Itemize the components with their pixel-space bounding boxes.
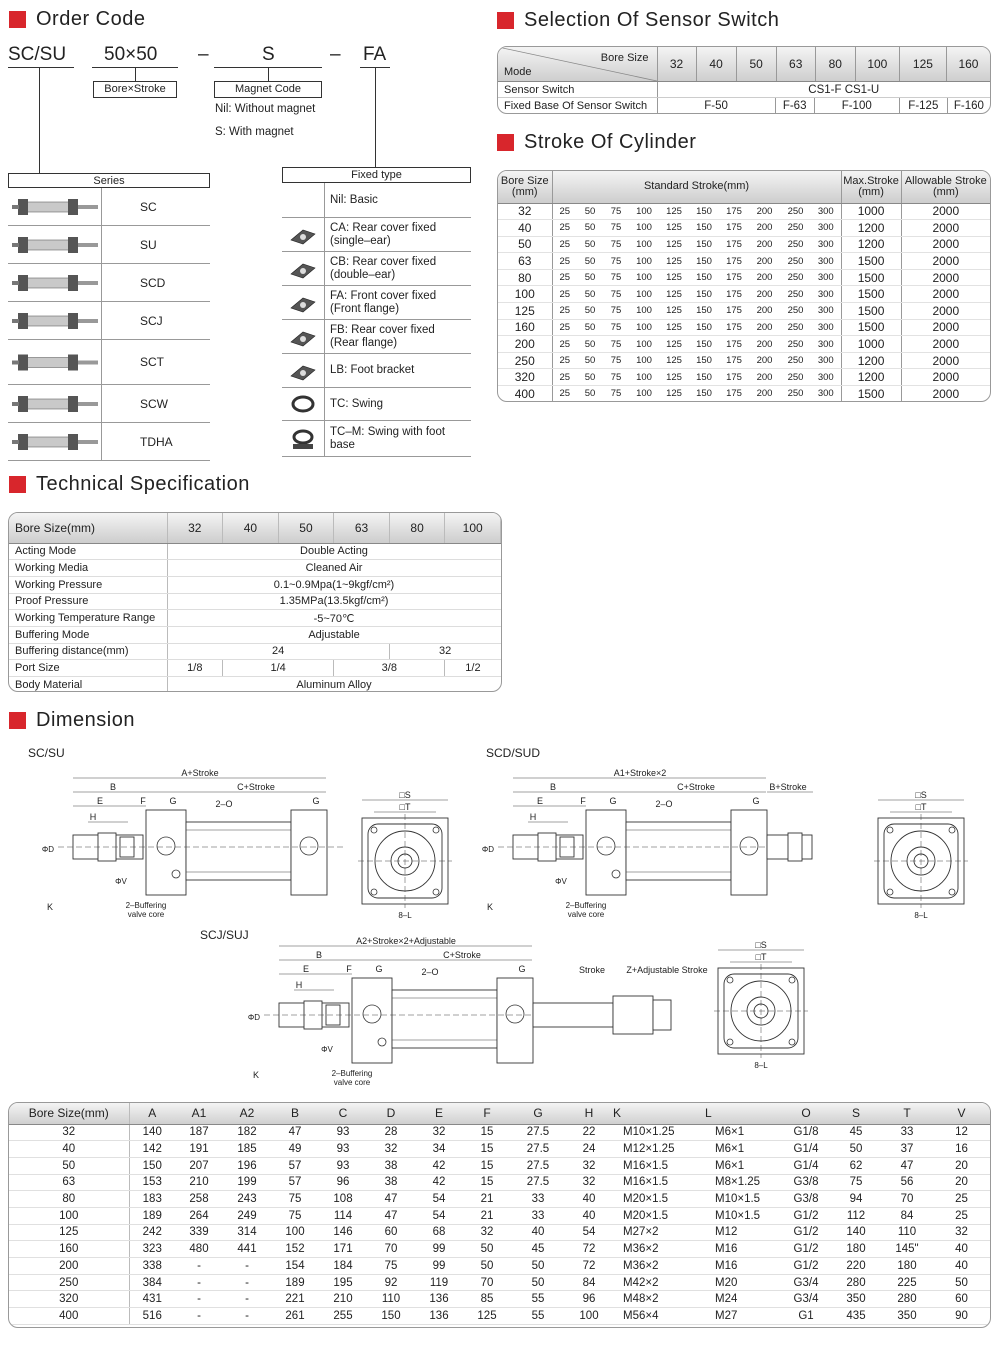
fixed-base-cell: F-125 bbox=[899, 98, 947, 114]
dimension-label: □T bbox=[755, 952, 767, 962]
fixed-base-cell: F-100 bbox=[814, 98, 899, 114]
fixed-type-label: (Rear flange) bbox=[330, 336, 398, 349]
sensor-bore-cell: 100 bbox=[855, 47, 899, 81]
fixed-type-row bbox=[282, 286, 471, 320]
sensor-title: Selection Of Sensor Switch bbox=[497, 9, 779, 32]
bore-stroke-box: Bore×Stroke bbox=[93, 81, 177, 98]
fixed-type-table bbox=[282, 167, 471, 457]
dimension-label: ΦV bbox=[321, 1045, 333, 1054]
stroke-row: 400 25 50 75 100 125 150 175 200 250 300 1500 2000 bbox=[498, 386, 990, 402]
magnet-nil: Nil: Without magnet bbox=[215, 103, 316, 115]
dimension-label: 8–L bbox=[398, 911, 412, 920]
dimension-label: G bbox=[169, 796, 177, 806]
dim-row: 320 431 - - 221 210 110 136 85 55 96 M48×2 M24 G3/4 350 280 60 bbox=[9, 1291, 990, 1308]
fixed-type-row bbox=[282, 421, 471, 457]
dimension-label: G bbox=[312, 796, 320, 806]
spec-row: Acting Mode Double Acting bbox=[9, 543, 501, 560]
series-row bbox=[8, 340, 210, 385]
fixed-type-label: (double–ear) bbox=[330, 268, 396, 281]
dimension-label: G bbox=[752, 796, 760, 806]
dimension-label: E bbox=[302, 964, 310, 974]
code-dash: – bbox=[198, 44, 209, 65]
label-scdsud: SCD/SUD bbox=[486, 746, 541, 760]
dimension-label: □S bbox=[755, 940, 767, 950]
dimension-label: ΦD bbox=[247, 1013, 261, 1022]
spec-row: Buffering distance(mm) 24 32 bbox=[9, 643, 501, 660]
cylinder-icon bbox=[10, 304, 100, 338]
series-row bbox=[8, 188, 210, 226]
series-row bbox=[8, 302, 210, 340]
sensor-switch-value: CS1-F CS1-U bbox=[657, 82, 990, 98]
dim-row: 63 153 210 199 57 96 38 42 15 27.5 32 M16×1.5 M8×1.25 G3/8 75 56 20 bbox=[9, 1174, 990, 1191]
divider bbox=[8, 67, 74, 68]
series-name: SCJ bbox=[140, 313, 163, 328]
dim-row: 40 142 191 185 49 93 32 34 15 27.5 24 M12×1.25 M6×1 G1/4 50 37 16 bbox=[9, 1141, 990, 1158]
fixed-type-label: FB: Rear cover fixed bbox=[330, 323, 435, 336]
dimension-label: C+Stroke bbox=[677, 782, 715, 792]
series-row bbox=[8, 423, 210, 461]
cylinder-icon bbox=[10, 342, 100, 383]
dimension-label: B bbox=[315, 950, 323, 960]
mount-bracket-icon bbox=[283, 324, 323, 350]
dim-header-cell: E bbox=[415, 1103, 463, 1124]
dimension-label: B bbox=[109, 782, 117, 792]
stroke-row: 63 25 50 75 100 125 150 175 200 250 300 1500 2000 bbox=[498, 253, 990, 270]
stroke-header-cell: Max.Stroke (mm) bbox=[841, 171, 901, 203]
series-name: TDHA bbox=[140, 434, 173, 449]
dimension-label: F bbox=[346, 964, 352, 974]
dimension-label: 2–O bbox=[655, 799, 673, 809]
sensor-switch-label: Sensor Switch bbox=[498, 82, 657, 98]
mount-bracket-icon bbox=[283, 391, 323, 417]
section-marker-icon bbox=[497, 134, 514, 151]
stroke-row: 200 25 50 75 100 125 150 175 200 250 300 1000 2000 bbox=[498, 336, 990, 353]
code-dash: – bbox=[330, 44, 341, 65]
dimension-label: □S bbox=[399, 790, 411, 800]
mount-bracket-icon bbox=[283, 256, 323, 282]
dim-row: 80 183 258 243 75 108 47 54 21 33 40 M20×1.5 M10×1.5 G3/8 94 70 25 bbox=[9, 1191, 990, 1208]
section-marker-icon bbox=[9, 712, 26, 729]
label-scsu: SC/SU bbox=[28, 746, 65, 760]
fixed-type-row bbox=[282, 183, 471, 218]
fixed-base-label: Fixed Base Of Sensor Switch bbox=[498, 98, 657, 115]
mode-label: Mode bbox=[504, 66, 532, 78]
dimension-table bbox=[8, 1102, 991, 1328]
stroke-row: 40 25 50 75 100 125 150 175 200 250 300 1200 2000 bbox=[498, 220, 990, 237]
fixed-type-row bbox=[282, 320, 471, 354]
dimension-title: Dimension bbox=[9, 709, 135, 732]
spec-row: Proof Pressure 1.35MPa(13.5kgf/cm²) bbox=[9, 593, 501, 610]
dim-row: 100 189 264 249 75 114 47 54 21 33 40 M20×1.5 M10×1.5 G1/2 112 84 25 bbox=[9, 1207, 990, 1224]
dimension-label: A+Stroke bbox=[181, 768, 219, 778]
series-name: SCW bbox=[140, 396, 168, 411]
dimension-label: C+Stroke bbox=[237, 782, 275, 792]
fixed-type-label: TC: Swing bbox=[330, 397, 384, 410]
sensor-bore-cell: 40 bbox=[696, 47, 736, 81]
series-name: SC bbox=[140, 199, 157, 214]
fixed-type-row bbox=[282, 252, 471, 286]
dimension-label: E bbox=[536, 796, 544, 806]
fixed-type-label: LB: Foot bracket bbox=[330, 364, 415, 376]
dim-header-cell: A2 bbox=[223, 1103, 271, 1124]
dim-row: 50 150 207 196 57 93 38 42 15 27.5 32 M16×1.5 M6×1 G1/4 62 47 20 bbox=[9, 1157, 990, 1174]
series-row bbox=[8, 226, 210, 264]
fixed-type-label: (single–ear) bbox=[330, 234, 391, 247]
sensor-bore-cell: 80 bbox=[815, 47, 855, 81]
fixed-type-row bbox=[282, 218, 471, 252]
code-fixed: FA bbox=[363, 44, 387, 65]
stroke-header-cell: Standard Stroke(mm) bbox=[552, 171, 841, 203]
dimension-label: Stroke bbox=[578, 965, 606, 975]
dimension-label: H bbox=[529, 812, 537, 822]
order-code-title: Order Code bbox=[9, 8, 146, 31]
dim-row: 200 338 - - 154 184 75 99 50 50 72 M36×2 M16 G1/2 220 180 40 bbox=[9, 1258, 990, 1275]
series-header: Series bbox=[8, 173, 210, 188]
spec-row: Body Material Aluminum Alloy bbox=[9, 677, 501, 693]
dim-header-cell: K bbox=[613, 1103, 705, 1124]
dimension-label: ΦV bbox=[555, 877, 567, 886]
code-series: SC/SU bbox=[8, 44, 67, 65]
spec-row: Buffering Mode Adjustable bbox=[9, 626, 501, 643]
dim-row: 125 242 339 314 100 146 60 68 32 40 54 M27×2 M12 G1/2 140 110 32 bbox=[9, 1224, 990, 1241]
fixed-type-row bbox=[282, 388, 471, 421]
dimension-label: B bbox=[549, 782, 557, 792]
magnet-s: S: With magnet bbox=[215, 126, 294, 138]
series-row bbox=[8, 264, 210, 302]
dimension-label: 8–L bbox=[914, 911, 928, 920]
dimension-label: H bbox=[295, 980, 303, 990]
dimension-label: K bbox=[252, 1070, 260, 1080]
dimension-label: 8–L bbox=[754, 1061, 768, 1070]
fixed-type-label: Nil: Basic bbox=[330, 193, 378, 206]
dimension-label: 2–Buffering bbox=[331, 1069, 373, 1078]
dimension-label: A1+Stroke×2 bbox=[613, 768, 667, 778]
fixed-type-label: FA: Front cover fixed bbox=[330, 289, 437, 302]
spec-row: Working Pressure 0.1~0.9Mpa(1~9kgf/cm²) bbox=[9, 576, 501, 593]
dimension-label: E bbox=[96, 796, 104, 806]
cylinder-icon bbox=[10, 228, 100, 262]
cylinder-icon bbox=[10, 387, 100, 421]
sensor-bore-cell: 32 bbox=[669, 57, 684, 71]
fixed-type-label: (Front flange) bbox=[330, 302, 400, 315]
dim-header-cell: Bore Size(mm) bbox=[9, 1103, 129, 1124]
dim-header-cell: F bbox=[463, 1103, 511, 1124]
code-size: 50×50 bbox=[104, 44, 158, 65]
sensor-bore-cell: 63 bbox=[776, 47, 815, 81]
mount-bracket-icon bbox=[283, 358, 323, 384]
section-marker-icon bbox=[9, 476, 26, 493]
spec-row: Port Size 1/8 1/4 3/8 1/2 bbox=[9, 660, 501, 677]
dim-row: 32 140 187 182 47 93 28 32 15 27.5 22 M10×1.25 M6×1 G1/8 45 33 12 bbox=[9, 1124, 990, 1141]
cylinder-icon bbox=[10, 425, 100, 459]
bore-size-label: Bore Size bbox=[600, 52, 649, 64]
series-name: SU bbox=[140, 237, 157, 252]
stroke-row: 50 25 50 75 100 125 150 175 200 250 300 1200 2000 bbox=[498, 236, 990, 253]
sensor-bore-cell: 125 bbox=[899, 47, 946, 81]
fixed-base-cell: F-160 bbox=[947, 98, 990, 114]
fixed-type-row bbox=[282, 354, 471, 388]
fixed-type-label: TC–M: Swing with foot bbox=[330, 425, 446, 438]
dimension-label: G bbox=[375, 964, 383, 974]
dimension-label: 2–Buffering bbox=[565, 901, 607, 910]
dimension-label: 2–Buffering bbox=[125, 901, 167, 910]
magnet-code-box: Magnet Code bbox=[214, 81, 322, 98]
dimension-label: F bbox=[580, 796, 586, 806]
cylinder-icon bbox=[10, 190, 100, 224]
dim-header-cell: O bbox=[781, 1103, 831, 1124]
dim-header-cell: H bbox=[565, 1103, 613, 1124]
mount-bracket-icon bbox=[283, 187, 323, 213]
sensor-bore-cell: 160 bbox=[946, 47, 990, 81]
dimension-label: □T bbox=[915, 802, 927, 812]
dim-header-cell: B bbox=[271, 1103, 319, 1124]
fixed-type-label: CA: Rear cover fixed bbox=[330, 221, 437, 234]
dimension-label: K bbox=[486, 902, 494, 912]
fixed-base-cell: F-63 bbox=[775, 98, 814, 114]
dimension-label: B+Stroke bbox=[769, 782, 807, 792]
mount-bracket-icon bbox=[283, 222, 323, 248]
series-row bbox=[8, 385, 210, 423]
tech-title: Technical Specification bbox=[9, 473, 250, 496]
dimension-label: G bbox=[609, 796, 617, 806]
stroke-row: 320 25 50 75 100 125 150 175 200 250 300 1200 2000 bbox=[498, 369, 990, 386]
dim-row: 400 516 - - 261 255 150 136 125 55 100 M56×4 M27 G1 435 350 90 bbox=[9, 1308, 990, 1325]
dimension-label: A2+Stroke×2+Adjustable bbox=[356, 936, 456, 946]
dimension-label: 2–O bbox=[421, 967, 439, 977]
stroke-header-cell: Allowable Stroke (mm) bbox=[901, 171, 990, 203]
section-marker-icon bbox=[9, 11, 26, 28]
spec-row: Working Temperature Range -5~70℃ bbox=[9, 610, 501, 627]
dimension-label: valve core bbox=[333, 1078, 371, 1087]
spec-row: Working Media Cleaned Air bbox=[9, 560, 501, 577]
code-magnet: S bbox=[262, 44, 275, 65]
dimension-label: H bbox=[89, 812, 97, 822]
dim-header-cell: L bbox=[705, 1103, 781, 1124]
fixed-type-label: base bbox=[330, 438, 355, 451]
dimension-label: valve core bbox=[127, 910, 165, 919]
label-scjsuj: SCJ/SUJ bbox=[200, 928, 249, 942]
stroke-header-cell: Bore Size (mm) bbox=[498, 171, 552, 203]
dim-header-cell: G bbox=[511, 1103, 565, 1124]
dim-header-cell: A bbox=[129, 1103, 175, 1124]
dimension-label: 2–O bbox=[215, 799, 233, 809]
stroke-row: 125 25 50 75 100 125 150 175 200 250 300 1500 2000 bbox=[498, 303, 990, 320]
stroke-table bbox=[497, 170, 991, 402]
dimension-drawings bbox=[0, 760, 1000, 1096]
stroke-row: 250 25 50 75 100 125 150 175 200 250 300 1200 2000 bbox=[498, 352, 990, 369]
stroke-row: 80 25 50 75 100 125 150 175 200 250 300 1500 2000 bbox=[498, 269, 990, 286]
mount-bracket-icon bbox=[283, 426, 323, 452]
dimension-label: □T bbox=[399, 802, 411, 812]
series-name: SCD bbox=[140, 275, 166, 290]
dim-header-cell: C bbox=[319, 1103, 367, 1124]
dim-header-cell: S bbox=[831, 1103, 881, 1124]
fixed-type-header: Fixed type bbox=[282, 167, 471, 183]
mount-bracket-icon bbox=[283, 290, 323, 316]
dimension-label: F bbox=[140, 796, 146, 806]
sensor-table bbox=[497, 46, 991, 114]
cylinder-icon bbox=[10, 266, 100, 300]
dim-header-cell: T bbox=[881, 1103, 933, 1124]
stroke-title: Stroke Of Cylinder bbox=[497, 131, 696, 154]
dimension-label: ΦD bbox=[41, 845, 55, 854]
series-table bbox=[8, 173, 210, 461]
tech-table: Bore Size(mm) 32 40 50 63 80 100 Acting Mode Double Acting Working Media Cleaned Air Working Pressure 0.1~0.9Mpa(1~9kgf/cm²) Proof Pressure 1.35MPa(13.5kgf/cm²) Working Temperature Range -5~70℃ Buffering Mode Adjustable Buffering distance(mm) 24 32 Port Size 1/8 1/4 3/8 1/2 Body Material Aluminum Alloy bbox=[8, 512, 502, 692]
dimension-label: Z+Adjustable Stroke bbox=[626, 965, 708, 975]
stroke-row: 32 25 50 75 100 125 150 175 200 250 300 1000 2000 bbox=[498, 203, 990, 220]
dim-row: 250 384 - - 189 195 92 119 70 50 84 M42×2 M20 G3/4 280 225 50 bbox=[9, 1274, 990, 1291]
section-marker-icon bbox=[497, 12, 514, 29]
sensor-bore-cell: 50 bbox=[736, 47, 776, 81]
stroke-row: 100 25 50 75 100 125 150 175 200 250 300 1500 2000 bbox=[498, 286, 990, 303]
fixed-base-cell: F-50 bbox=[704, 100, 728, 112]
dimension-label: C+Stroke bbox=[443, 950, 481, 960]
dimension-label: G bbox=[518, 964, 526, 974]
dim-header-cell: D bbox=[367, 1103, 415, 1124]
dimension-label: ΦD bbox=[481, 845, 495, 854]
stroke-row: 160 25 50 75 100 125 150 175 200 250 300 1500 2000 bbox=[498, 319, 990, 336]
dim-header-cell: V bbox=[933, 1103, 990, 1124]
fixed-type-label: CB: Rear cover fixed bbox=[330, 255, 437, 268]
dim-row: 160 323 480 441 152 171 70 99 50 45 72 M36×2 M16 G1/2 180 145" 40 bbox=[9, 1241, 990, 1258]
series-name: SCT bbox=[140, 355, 164, 369]
dimension-label: ΦV bbox=[115, 877, 127, 886]
dimension-label: valve core bbox=[567, 910, 605, 919]
dim-header-cell: A1 bbox=[175, 1103, 223, 1124]
dimension-label: □S bbox=[915, 790, 927, 800]
dimension-label: K bbox=[46, 902, 54, 912]
